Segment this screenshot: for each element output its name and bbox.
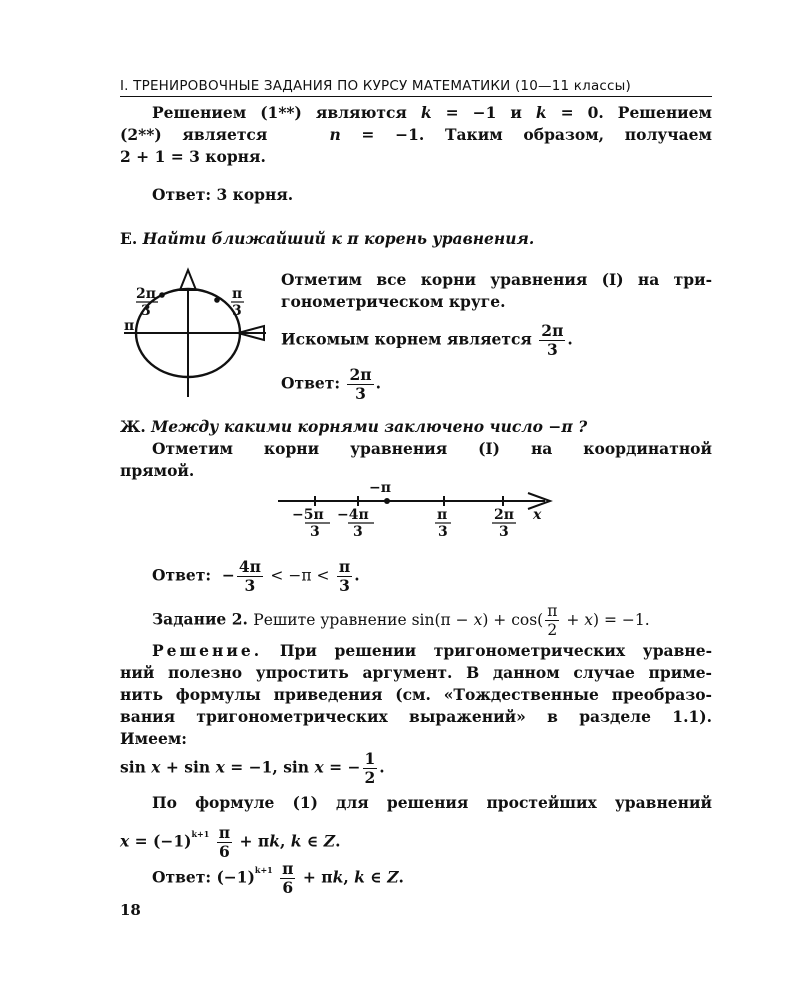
tick-label-num-2: −4π <box>337 507 369 523</box>
section-zh-answer: Ответ: − $\frac{4\pi}{3}$ < −π < $\frac{\pi}{3}$ . <box>152 557 360 595</box>
tick-label-num-1: −5π <box>292 507 324 523</box>
equation-1: sin x + sin x = −1, sin x = − $\frac{1}{2}$ . <box>120 749 385 787</box>
solution-line5: Имеем: <box>120 729 188 748</box>
equation-2: $x = (-1)^{k+1}$ $\frac{\pi}{6}$ + πk, k ∈ Z. <box>120 823 341 861</box>
solution-line2: ний полезно упростить аргумент. В данном случае приме- <box>120 663 712 682</box>
para1-line2: (2**) является n = −1. Таким образом, получаем <box>120 125 713 144</box>
label-pi-left: π <box>124 318 135 334</box>
label-minus-pi: −π <box>369 480 391 496</box>
tick-label-den-3: 3 <box>438 524 448 540</box>
running-header: I. ТРЕНИРОВОЧНЫЕ ЗАДАНИЯ ПО КУРСУ МАТЕМАТИКИ (10—11 классы) <box>120 78 712 97</box>
fraction-2pi-3: $\frac{2\pi}{3}$ <box>541 321 564 359</box>
point-minus-pi <box>384 498 390 504</box>
tick-label-num-4: 2π <box>494 507 514 523</box>
trig-circle-diagram <box>118 262 278 412</box>
tick-label-num-3: π <box>437 507 448 523</box>
task-2: Задание 2. Решите уравнение sin(π − x) + cos( $\frac{\pi}{2}$ + x) = −1. <box>152 602 650 639</box>
label-2pi: 2π <box>136 286 156 302</box>
answer-1: Ответ: 3 корня. <box>152 185 294 204</box>
formula-line: По формуле (1) для решения простейших уравнений <box>152 793 712 812</box>
section-e-line3: Искомым корнем является $\frac{2\pi}{3}$ . <box>281 321 573 359</box>
answer-2: Ответ: $(-1)^{k+1}$ $\frac{\pi}{6}$ + πk, k ∈ Z. <box>152 859 404 897</box>
solution-line3: нить формулы приведения (см. «Тождественные преобразо- <box>120 685 712 704</box>
section-e-answer: Ответ: $\frac{2\pi}{3}$ . <box>281 365 382 403</box>
page-number: 18 <box>120 901 141 919</box>
tick-label-den-1: 3 <box>310 524 320 540</box>
number-line <box>270 474 570 544</box>
section-zh-line1: Отметим корни уравнения (I) на координатной <box>152 439 712 458</box>
axis-label-x: x <box>533 507 542 523</box>
label-pi: π <box>232 286 243 302</box>
para1-line1: Решением (1**) являются k = −1 и k = 0. Решением <box>152 103 712 122</box>
section-zh-heading: Ж. Между какими корнями заключено число −π ? <box>120 417 588 436</box>
solution-line4: вания тригонометрических выражений» в разделе 1.1). <box>120 707 712 726</box>
section-e-line2: гонометрическом круге. <box>281 292 506 311</box>
solution-line1: Решение. При решении тригонометрических уравне- <box>152 641 712 660</box>
section-zh-line2: прямой. <box>120 461 195 480</box>
label-3b: 3 <box>232 303 242 319</box>
label-3a: 3 <box>141 303 151 319</box>
section-e-line1: Отметим все корни уравнения (I) на три- <box>281 270 712 289</box>
point-pi-3 <box>214 297 220 303</box>
tick-label-den-2: 3 <box>353 524 363 540</box>
para1-line3: 2 + 1 = 3 корня. <box>120 147 266 166</box>
point-2pi-3 <box>159 292 165 298</box>
tick-label-den-4: 3 <box>499 524 509 540</box>
section-e-heading: Е. Найти ближайший к π корень уравнения. <box>120 229 535 248</box>
